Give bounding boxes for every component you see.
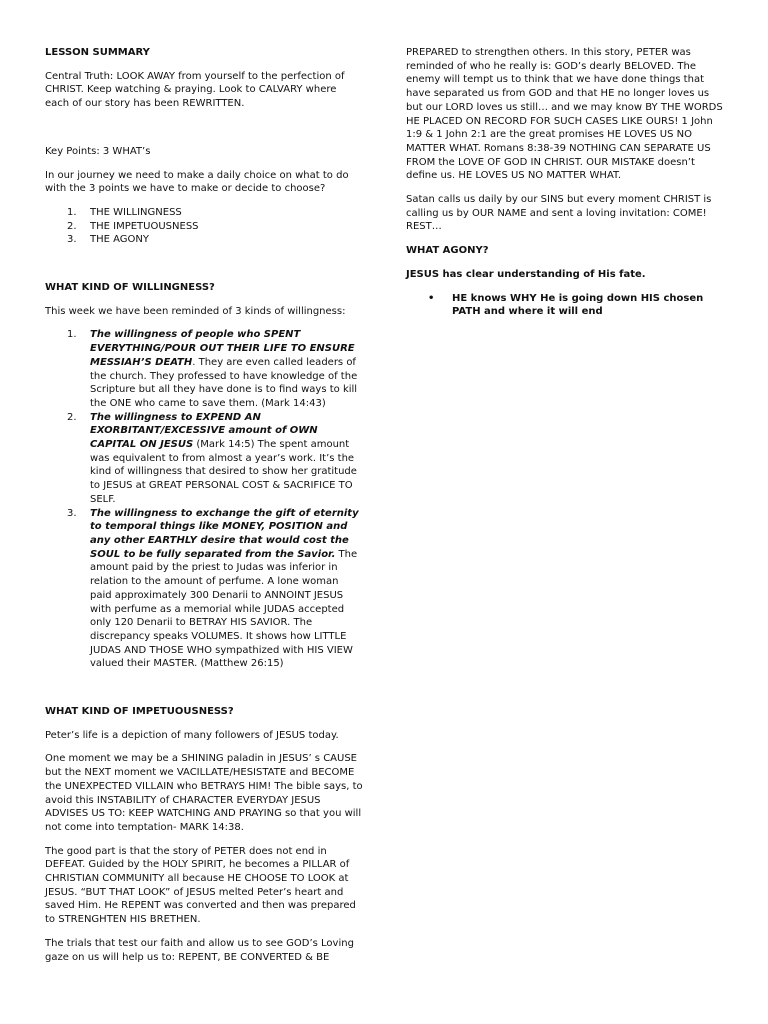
- right-column: [406, 46, 724, 319]
- journey-paragraph: In our journey we need to make a daily choice on what to do with the 3 points we have to make or decide to choose?: [45, 169, 349, 195]
- list-item: [406, 292, 724, 319]
- list-item: [45, 206, 363, 220]
- willingness-intro: This week we have been reminded of 3 kinds of willingness:: [45, 305, 346, 317]
- prepared-paragraph: PREPARED to strengthen others. In this story, PETER was reminded of who he really is: GOD’s dearly BELOVED. The enemy will tempt us to think that we have done things that have separated us from GOD and that HE no longer loves us but our LORD loves us still… and we may know BY THE WORDS HE PLACED ON RECORD FOR SUCH CASES LIKE OURS! 1 John 1:9 & 1 John 2:1 are the great promises HE LOVES US NO MATTER WHAT. Romans 8:38-39 NOTHING CAN SEPARATE US FROM the LOVE OF GOD IN CHRIST. OUR MISTAKE doesn’t define us. HE LOVES US NO MATTER WHAT.: [406, 47, 723, 182]
- list-number: 3.: [67, 234, 77, 246]
- list-number: 1.: [67, 329, 77, 341]
- left-column: [45, 46, 363, 974]
- list-item: [45, 411, 363, 507]
- list-item-text: HE knows WHY He is going down HIS chosen PATH and where it will end: [452, 292, 704, 318]
- key-points-list: [45, 206, 363, 247]
- bullet-icon: •: [428, 292, 435, 304]
- peter-life-paragraph: Peter’s life is a depiction of many followers of JESUS today.: [45, 729, 339, 741]
- one-moment-paragraph: One moment we may be a SHINING paladin in JESUS’ s CAUSE but the NEXT moment we VACILLATE/HESISTATE and BECOME the UNEXPECTED VILLAIN who BETRAYS HIM! The bible says, to avoid this INSTABILITY of CHARACTER EVERYDAY JESUS ADVISES US TO: KEEP WATCHING AND PRAYING so that you will not come into temptation- MARK 14:38.: [45, 753, 363, 833]
- emphasis-text: The willingness of people who SPENT EVERYTHING/POUR OUT THEIR LIFE TO ENSURE MESSIAH’S DEATH: [90, 329, 355, 368]
- jesus-fate: JESUS has clear understanding of His fate.: [406, 268, 646, 280]
- good-part-paragraph: The good part is that the story of PETER does not end in DEFEAT. Guided by the HOLY SPIRIT, he becomes a PILLAR of CHRISTIAN COMMUNITY all because HE CHOOSE TO LOOK at JESUS. “BUT THAT LOOK” of JESUS melted Peter’s heart and saved Him. He REPENT was converted and then was prepared to STRENGHTEN HIS BRETHEN.: [45, 845, 356, 926]
- emphasis-text: The willingness to EXPEND AN EXORBITANT/EXCESSIVE amount of OWN CAPITAL ON JESUS: [90, 411, 318, 451]
- list-item-text: THE AGONY: [90, 234, 149, 246]
- list-item-text: THE WILLINGNESS: [90, 206, 182, 218]
- list-item-text: The amount paid by the priest to Judas was inferior in relation to the amount of perfume. A lone woman paid approximately 300 Denarii to ANNOINT JESUS with perfume as a memorial while JUDAS accepted only 120 Denarii to BETRAY HIS SAVIOR. The discrepancy speaks VOLUMES. It shows how LITTLE JUDAS AND THOSE WHO sympathized with HIS VIEW valued their MASTER. (Matthew 26:15): [90, 548, 358, 670]
- list-number: 3.: [67, 507, 77, 519]
- agony-bullets: [406, 292, 724, 319]
- agony-heading: WHAT AGONY?: [406, 245, 489, 257]
- list-number: 1.: [67, 206, 77, 218]
- list-item: [45, 233, 363, 247]
- list-item-text: (Mark 14:5) The spent amount was equivalent to from almost a year’s work. It’s the kind of willingness that desired to show her gratitude to JESUS at GREAT PERSONAL COST & SACRIFICE TO SELF.: [90, 439, 357, 505]
- satan-paragraph: Satan calls us daily by our SINS but every moment CHRIST is calling us by OUR NAME and sent a loving invitation: COME! REST…: [406, 194, 712, 233]
- list-item: [45, 328, 363, 410]
- willingness-heading: WHAT KIND OF WILLINGNESS?: [45, 282, 215, 294]
- list-number: 2.: [67, 411, 77, 423]
- lesson-summary-title: LESSON SUMMARY: [45, 47, 150, 58]
- list-number: 2.: [67, 220, 77, 232]
- key-points: Key Points: 3 WHAT’s: [45, 145, 151, 157]
- trials-paragraph: The trials that test our faith and allow us to see GOD’s Loving gaze on us will help us to: REPENT, BE CONVERTED & BE: [45, 937, 354, 963]
- willingness-list: [45, 328, 363, 671]
- central-truth: Central Truth: LOOK AWAY from yourself to the perfection of CHRIST. Keep watching & praying. Look to CALVARY where each of our story has been REWRITTEN.: [45, 70, 345, 110]
- list-item: [45, 220, 363, 234]
- list-item-text: . They are even called leaders of the church. They professed to have knowledge of the Scripture but all they have done is to find ways to kill the ONE who came to save them. (Mark 14:43): [90, 356, 358, 409]
- impetuousness-heading: WHAT KIND OF IMPETUOUSNESS?: [45, 706, 234, 718]
- list-item: [45, 507, 363, 671]
- list-item-text: THE IMPETUOUSNESS: [90, 220, 199, 232]
- emphasis-text: The willingness to exchange the gift of eternity to temporal things like MONEY, POSITION and any other EARTHLY desire that would cost the SOUL to be fully separated from the Savior.: [90, 507, 359, 560]
